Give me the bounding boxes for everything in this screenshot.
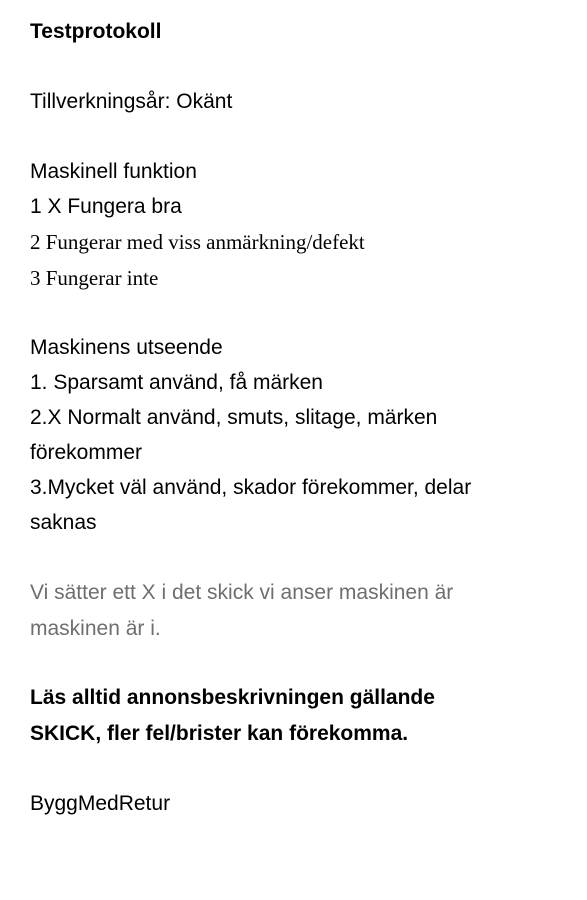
warning-line-1: Läs alltid annonsbeskrivningen gällande [30,686,435,709]
function-item-2: 2 Fungerar med viss anmärkning/defekt [30,230,365,254]
note-line-1: Vi sätter ett X i det skick vi anser maskinen är [30,581,454,604]
warning-line-2: SKICK, fler fel/brister kan förekomma. [30,722,409,745]
appearance-heading: Maskinens utseende [30,336,223,359]
note-line-2: maskinen är i. [30,617,161,640]
appearance-item-3-continued: saknas [30,511,97,534]
appearance-item-1: 1. Sparsamt använd, få märken [30,371,323,394]
appearance-item-2-continued: förekommer [30,441,143,464]
function-heading: Maskinell funktion [30,160,197,183]
function-item-3: 3 Fungerar inte [30,266,159,290]
appearance-item-3: 3.Mycket väl använd, skador förekommer, delar [30,476,472,499]
function-item-1: 1 X Fungera bra [30,195,182,218]
appearance-item-2: 2.X Normalt använd, smuts, slitage, märken [30,406,438,429]
document-title: Testprotokoll [30,20,162,43]
manufacture-year: Tillverkningsår: Okänt [30,90,233,113]
signature: ByggMedRetur [30,792,171,815]
